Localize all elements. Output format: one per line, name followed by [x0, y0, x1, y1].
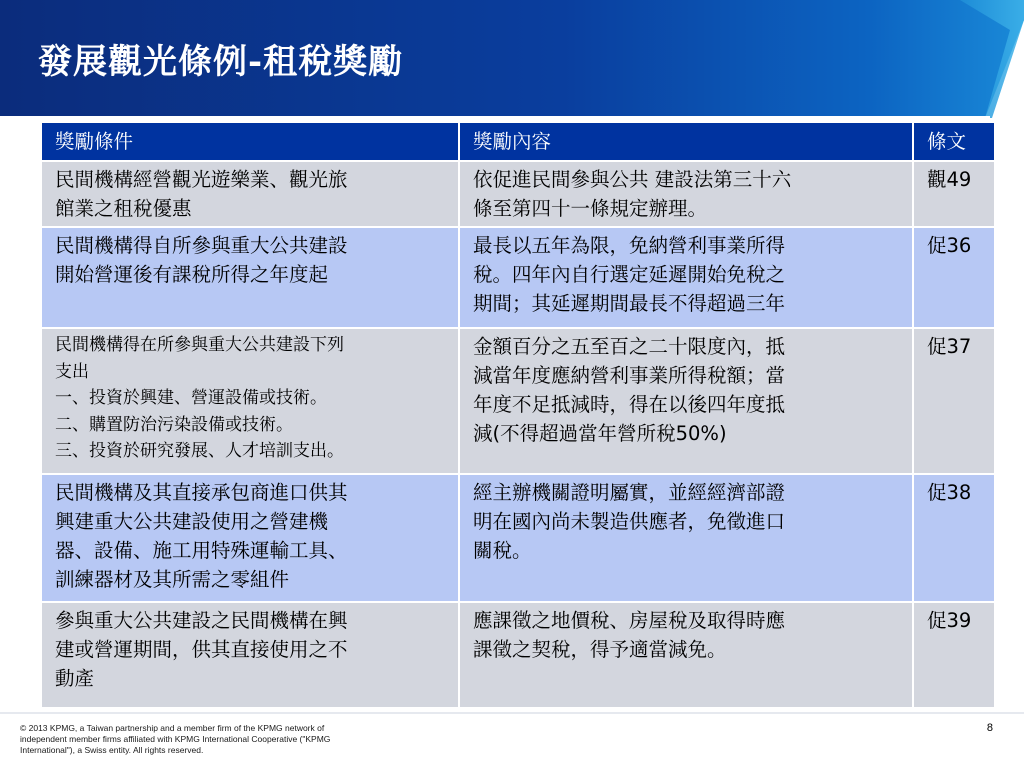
article-cell: 促38 [913, 474, 995, 602]
condition-cell [41, 227, 459, 328]
content-line: 條至第四十一條規定辦理。 [473, 197, 708, 220]
article-cell: 促36 [913, 227, 995, 328]
table-row [41, 474, 995, 602]
article-cell: 促37 [913, 328, 995, 474]
article-cell: 促39 [913, 602, 995, 708]
condition-line: 參與重大公共建設之民間機構在興 [55, 609, 348, 632]
condition-line: 建或營運期間，供其直接使用之不 [55, 638, 348, 661]
copyright-line: International"), a Swiss entity. All rights reserved. [20, 745, 204, 755]
condition-cell [41, 474, 459, 602]
table-row [41, 161, 995, 227]
content-line: 金額百分之五至百之二十限度內，抵 [473, 335, 786, 358]
condition-line: 開始營運後有課稅所得之年度起 [55, 263, 329, 286]
condition-line: 二、購置防治污染設備或技術。 [55, 414, 293, 435]
condition-line: 館業之租稅優惠 [55, 197, 192, 220]
content-line: 依促進民間參與公共 建設法第三十六 [473, 168, 792, 191]
table-header-row [41, 122, 995, 161]
copyright-line: © 2013 KPMG, a Taiwan partnership and a member firm of the KPMG network of [20, 723, 325, 733]
content-cell [459, 161, 913, 227]
content-line: 最長以五年為限，免納營利事業所得 [473, 234, 786, 257]
condition-cell [41, 602, 459, 708]
condition-line: 民間機構得在所參與重大公共建設下列 [55, 335, 344, 355]
slide-header-banner [0, 0, 1024, 118]
content-line: 課徵之契稅，得予適當減免。 [473, 638, 727, 661]
content-line: 減當年度應納營利事業所得稅額；當 [473, 364, 786, 387]
condition-line: 民間機構得自所參與重大公共建設 [55, 234, 348, 257]
page-number: 8 [986, 722, 993, 734]
condition-line: 民間機構經營觀光遊樂業、觀光旅 [55, 168, 348, 191]
content-line: 明在國內尚未製造供應者，免徵進口 [473, 510, 786, 533]
condition-line: 興建重大公共建設使用之營建機 [55, 510, 329, 533]
content-cell [459, 328, 913, 474]
table-row [41, 328, 995, 474]
content-line: 減(不得超過當年營所稅50%) [473, 422, 727, 445]
column-header-article: 條文 [913, 122, 995, 161]
condition-line: 民間機構及其直接承包商進口供其 [55, 481, 348, 504]
footer-divider [0, 712, 1024, 714]
condition-line: 訓練器材及其所需之零組件 [55, 568, 290, 591]
condition-line: 支出 [55, 361, 89, 382]
article-cell: 觀49 [913, 161, 995, 227]
condition-line: 動產 [55, 667, 95, 690]
column-header-condition: 獎勵條件 [41, 122, 459, 161]
condition-line: 一、投資於興建、營運設備或技術。 [55, 388, 327, 408]
content-line: 年度不足抵減時，得在以後四年度抵 [473, 393, 786, 416]
content-line: 經主辦機關證明屬實，並經經濟部證 [473, 481, 786, 504]
condition-line: 器、設備、施工用特殊運輸工具、 [55, 539, 348, 562]
condition-line: 三、投資於研究發展、人才培訓支出。 [55, 441, 344, 461]
content-line: 稅。四年內自行選定延遲開始免稅之 [473, 263, 786, 286]
content-line: 應課徵之地價稅、房屋稅及取得時應 [473, 609, 786, 632]
table-row [41, 227, 995, 328]
condition-cell [41, 161, 459, 227]
condition-cell [41, 328, 459, 474]
content-cell [459, 474, 913, 602]
column-header-content: 獎勵內容 [459, 122, 913, 161]
slide-title: 發展觀光條例-租稅獎勵 [38, 42, 404, 82]
copyright-notice [20, 723, 360, 756]
content-line: 期間；其延遲期間最長不得超過三年 [473, 292, 786, 315]
incentives-table [40, 121, 996, 709]
table-row [41, 602, 995, 708]
copyright-line: independent member firms affiliated with KPMG International Cooperative ("KPMG [20, 734, 331, 744]
content-line: 關稅。 [473, 539, 532, 562]
content-cell [459, 227, 913, 328]
content-cell [459, 602, 913, 708]
